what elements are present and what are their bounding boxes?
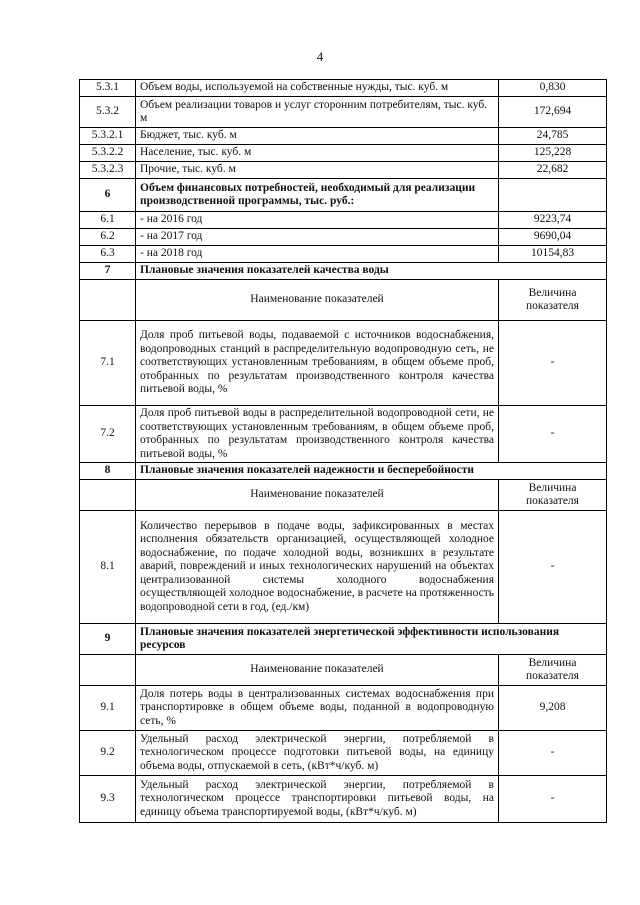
row-name: - на 2017 год	[136, 229, 499, 246]
row-number: 5.3.2.3	[80, 162, 136, 179]
table-row	[80, 212, 607, 229]
section-title: Плановые значения показателей качества воды	[136, 263, 607, 280]
table-row	[80, 128, 607, 145]
column-header-value: Величина показателя	[499, 480, 607, 511]
table-row	[80, 179, 607, 212]
page-number: 4	[316, 49, 324, 64]
row-number: 6.2	[80, 229, 136, 246]
row-value: 22,682	[499, 162, 607, 179]
section-heading-row	[80, 463, 607, 480]
table-row	[80, 321, 607, 406]
row-number: 5.3.2.1	[80, 128, 136, 145]
table-row	[80, 776, 607, 823]
section-header-row	[80, 280, 607, 321]
row-value: 0,830	[499, 80, 607, 97]
section-title: Плановые значения показателей надежности и бесперебойности	[136, 463, 607, 480]
section-number: 7	[80, 263, 136, 280]
row-value: -	[499, 511, 607, 624]
table-row	[80, 406, 607, 463]
table-row	[80, 80, 607, 97]
column-header-name: Наименование показателей	[136, 655, 499, 686]
table-row	[80, 511, 607, 624]
row-number: 5.3.2.2	[80, 145, 136, 162]
row-name: Объем воды, используемой на собственные нужды, тыс. куб. м	[136, 80, 499, 97]
table-row	[80, 229, 607, 246]
table-row	[80, 145, 607, 162]
row-number: 6	[80, 179, 136, 212]
table-row	[80, 686, 607, 731]
column-header-name: Наименование показателей	[136, 280, 499, 321]
row-value	[499, 179, 607, 212]
row-name: Доля потерь воды в централизованных системах водоснабжения при транспортировке в общем объеме воды, поданной в водопроводную сеть, %	[136, 686, 499, 731]
section-header-row	[80, 480, 607, 511]
row-value: 9223,74	[499, 212, 607, 229]
table-row	[80, 97, 607, 128]
row-name: Население, тыс. куб. м	[136, 145, 499, 162]
row-number: 6.3	[80, 246, 136, 263]
row-value: 24,785	[499, 128, 607, 145]
row-number: 7.1	[80, 321, 136, 406]
section-heading-row	[80, 624, 607, 655]
table-row	[80, 246, 607, 263]
section-title: Плановые значения показателей энергетической эффективности использования ресурсов	[136, 624, 607, 655]
row-number: 6.1	[80, 212, 136, 229]
row-number: 9.3	[80, 776, 136, 823]
section-number: 8	[80, 463, 136, 480]
row-value: -	[499, 406, 607, 463]
row-name: Количество перерывов в подаче воды, зафиксированных в местах исполнения обязательств организацией, осуществляющей холодное водоснабжение, по подаче холодной воды, возникших в результате аварий, повреждений и иных технологических нарушений на объектах централизованной системы холодного водоснабжения осуществляющей холодное водоснабжение, в расчете на протяженность водопроводной сети в год, (ед./км)	[136, 511, 499, 624]
table-row	[80, 162, 607, 179]
row-name: Удельный расход электрической энергии, потребляемой в технологическом процессе подготовки питьевой воды, на единицу объема воды, отпускаемой в сеть, (кВт*ч/куб. м)	[136, 731, 499, 776]
row-value: -	[499, 321, 607, 406]
row-name: - на 2016 год	[136, 212, 499, 229]
row-value: 172,694	[499, 97, 607, 128]
column-header-value: Величина показателя	[499, 280, 607, 321]
row-number: 5.3.2	[80, 97, 136, 128]
row-name: Объем реализации товаров и услуг сторонним потребителям, тыс. куб. м	[136, 97, 499, 128]
section-header-row	[80, 655, 607, 686]
section-number: 9	[80, 624, 136, 655]
row-value: 125,228	[499, 145, 607, 162]
indicators-table	[79, 79, 607, 823]
row-number: 8.1	[80, 511, 136, 624]
row-number: 5.3.1	[80, 80, 136, 97]
row-name: Бюджет, тыс. куб. м	[136, 128, 499, 145]
column-header-name: Наименование показателей	[136, 480, 499, 511]
row-name: Удельный расход электрической энергии, потребляемой в технологическом процессе транспортировки питьевой воды, на единицу объема транспортируемой воды, (кВт*ч/куб. м)	[136, 776, 499, 823]
row-name: Объем финансовых потребностей, необходимый для реализации производственной программы, тыс. руб.:	[136, 179, 499, 212]
row-name: Прочие, тыс. куб. м	[136, 162, 499, 179]
table-row	[80, 731, 607, 776]
section-heading-row	[80, 263, 607, 280]
row-value: -	[499, 776, 607, 823]
row-value: 9,208	[499, 686, 607, 731]
row-name: - на 2018 год	[136, 246, 499, 263]
row-name: Доля проб питьевой воды, подаваемой с источников водоснабжения, водопроводных станций в распределительную водопроводную сеть, не соответствующих установленным требованиям, в общем объеме проб, отобранных по результатам производственного контроля качества питьевой воды, %	[136, 321, 499, 406]
row-number: 9.2	[80, 731, 136, 776]
row-value: 9690,04	[499, 229, 607, 246]
row-number: 7.2	[80, 406, 136, 463]
row-value: -	[499, 731, 607, 776]
row-number: 9.1	[80, 686, 136, 731]
column-header-value: Величина показателя	[499, 655, 607, 686]
row-value: 10154,83	[499, 246, 607, 263]
row-name: Доля проб питьевой воды в распределительной водопроводной сети, не соответствующих установленным требованиям, в общем объеме проб, отобранных по результатам производственного контроля качества питьевой воды, %	[136, 406, 499, 463]
